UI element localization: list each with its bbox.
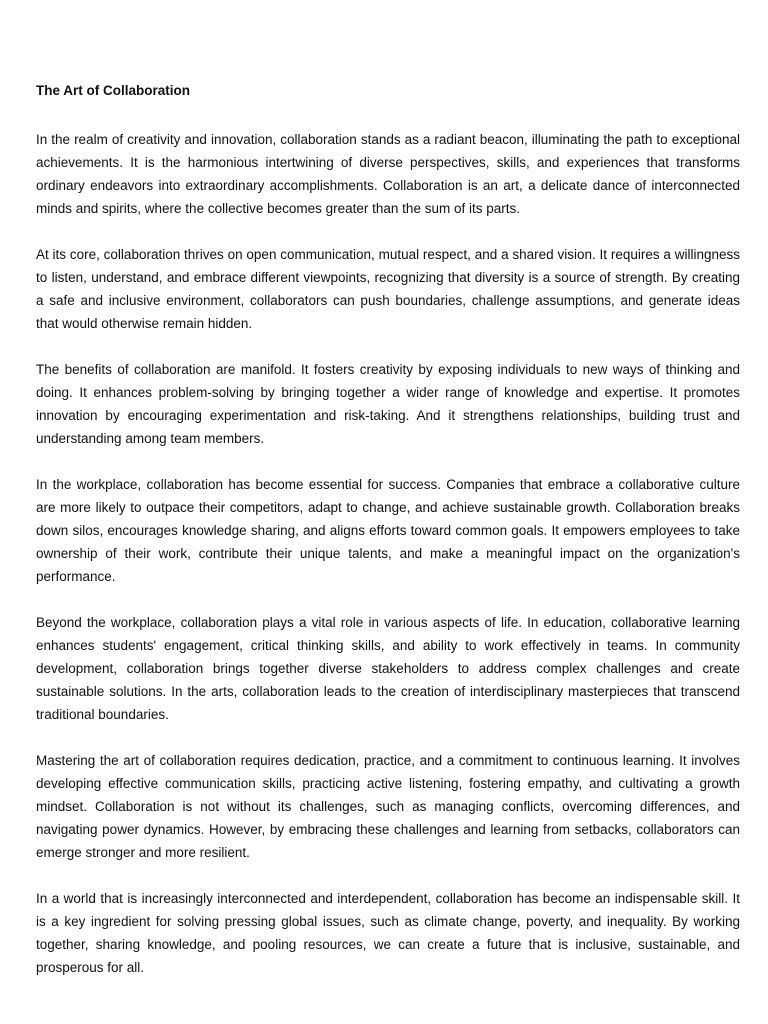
paragraph-3: The benefits of collaboration are manifold. It fosters creativity by exposing individuals to new ways of thinking and doing. It enhances problem-solving by bringing together a wider range of knowledge and expertise. It promotes innovation by encouraging experimentation and risk-taking. And it strengthens relationships, building trust and understanding among team members. [36,362,740,446]
paragraph-2: At its core, collaboration thrives on open communication, mutual respect, and a shared vision. It requires a willingness to listen, understand, and embrace different viewpoints, recognizing that diversity is a source of strength. By creating a safe and inclusive environment, collaborators can push boundaries, challenge assumptions, and generate ideas that would otherwise remain hidden. [36,247,740,331]
paragraph-6: Mastering the art of collaboration requires dedication, practice, and a commitment to continuous learning. It involves developing effective communication skills, practicing active listening, fostering empathy, and cultivating a growth mindset. Collaboration is not without its challenges, such as managing conflicts, overcoming differences, and navigating power dynamics. However, by embracing these challenges and learning from setbacks, collaborators can emerge stronger and more resilient. [36,753,740,860]
paragraph-5: Beyond the workplace, collaboration plays a vital role in various aspects of life. In education, collaborative learning enhances students' engagement, critical thinking skills, and ability to work effectively in teams. In community development, collaboration brings together diverse stakeholders to address complex challenges and create sustainable solutions. In the arts, collaboration leads to the creation of interdisciplinary masterpieces that transcend traditional boundaries. [36,615,740,722]
paragraph-7: In a world that is increasingly interconnected and interdependent, collaboration has become an indispensable skill. It is a key ingredient for solving pressing global issues, such as climate change, poverty, and inequality. By working together, sharing knowledge, and pooling resources, we can create a future that is inclusive, sustainable, and prosperous for all. [36,891,740,975]
paragraph-1: In the realm of creativity and innovation, collaboration stands as a radiant beacon, illuminating the path to exceptional achievements. It is the harmonious intertwining of diverse perspectives, skills, and experiences that transforms ordinary endeavors into extraordinary accomplishments. Collaboration is an art, a delicate dance of interconnected minds and spirits, where the collective becomes greater than the sum of its parts. [36,132,740,216]
document-title: The Art of Collaboration [36,83,190,98]
document-page [36,82,740,1002]
paragraph-4: In the workplace, collaboration has become essential for success. Companies that embrace a collaborative culture are more likely to outpace their competitors, adapt to change, and achieve sustainable growth. Collaboration breaks down silos, encourages knowledge sharing, and aligns efforts toward common goals. It empowers employees to take ownership of their work, contribute their unique talents, and make a meaningful impact on the organization's performance. [36,477,740,584]
